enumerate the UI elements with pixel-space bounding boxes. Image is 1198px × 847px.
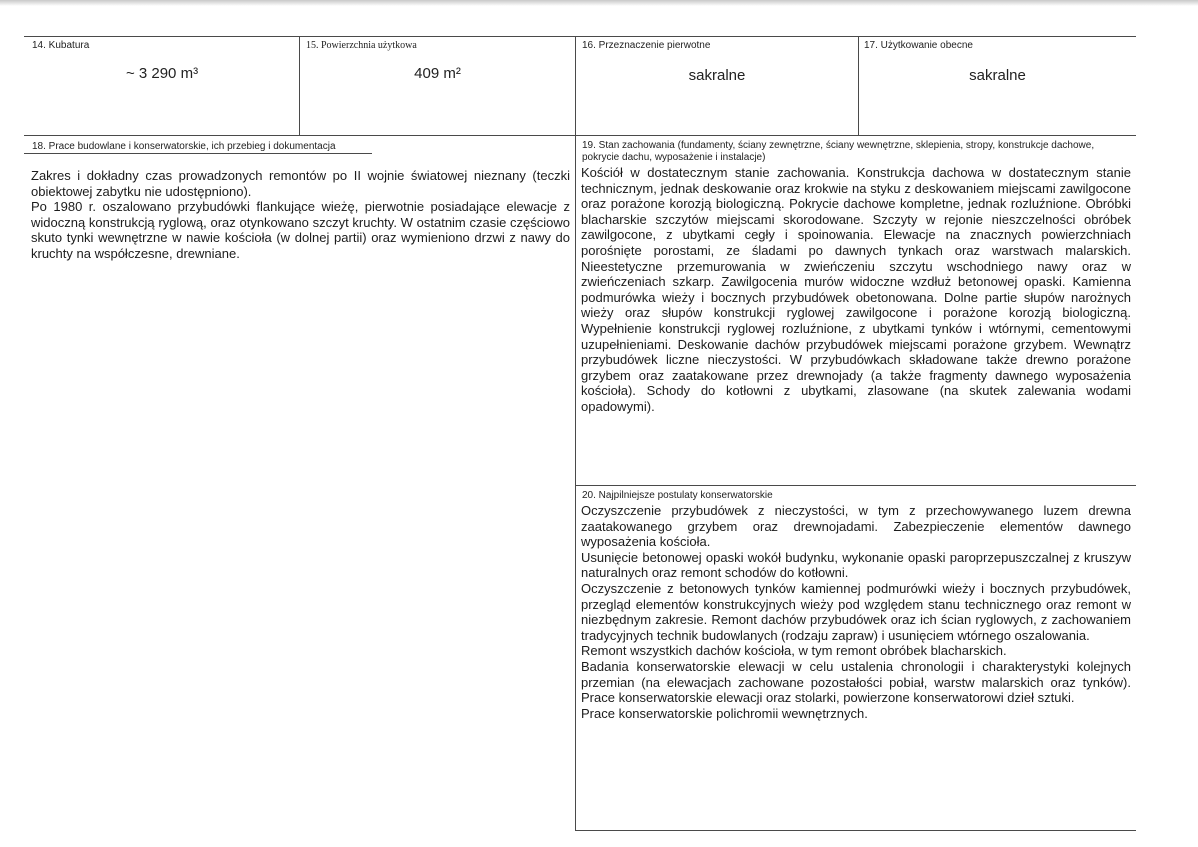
cubature-value: ~ 3 290 m³ [125,65,199,82]
divider-c14-c15 [299,36,300,135]
original-purpose-label: 16. Przeznaczenie pierwotne [582,40,711,51]
usable-area-value: 409 m² [414,65,461,82]
condition-label: 19. Stan zachowania (fundamenty, ściany zewnętrzne, ściany wewnętrzne, sklepienia, stropy, konstrukcje dachowe, pokrycie dachu, wyposażenie i instalacje) [582,140,1095,163]
postulate-paragraph: Remont wszystkich dachów kościoła, w tym remont obróbek blacharskich. [581,643,1007,659]
postulate-paragraph: Oczyszczenie z betonowych tynków kamiennej podmurówki wieży i bocznych przybudówek, przegląd elementów konstrukcyjnych wieży pod względem stanu technicznego oraz remont w niezbędnym zakresie. Remont dachów przybudówek oraz ich ścian ryglowych, z zachowaniem tradycyjnych technik budowlanych (rodzaju zapraw) i usunięciem wtórnego oszalowania. [581,580,1131,643]
postulate-paragraph: Usunięcie betonowej opaski wokół budynku, wykonanie opaski paroprzepuszczalnej z kruszyw naturalnych oraz remont schodów do kotłowni. [581,549,1131,581]
scan-edge [0,0,1198,6]
divider-c19-c20 [575,485,1136,486]
construction-works-label: 18. Prace budowlane i konserwatorskie, ich przebieg i dokumentacja [32,141,336,152]
postulate-paragraph: Badania konserwatorskie elewacji w celu ustalenia chronologii i charakterystyki kolejnych przemian (na elewacjach zachowane pozostałości pobiał, warstw malarskich oraz tynków). Prace konserwatorskie elewacji oraz stolarki, powierzone konserwatorowi dzieł sztuki. [581,658,1131,706]
construction-works-paragraph: Zakres i dokładny czas prowadzonych remontów po II wojnie światowej nieznany (teczki obiektowej zabytku nie udostępniono). [31,168,570,199]
construction-works-text [31,168,570,262]
original-purpose-value: sakralne [688,67,746,84]
current-use-label: 17. Użytkowanie obecne [864,40,973,51]
conservation-postulates-text [581,503,1131,721]
row1-bottom-border [24,135,1136,136]
usable-area-label: 15. Powierzchnia użytkowa [306,40,417,51]
postulate-paragraph: Prace konserwatorskie polichromii wewnętrznych. [581,705,868,721]
condition-paragraph: Kościół w dostatecznym stanie zachowania. Konstrukcja dachowa w dostatecznym stanie technicznym, jednak deskowanie oraz krokwie na styku z deskowaniem miejscami zawilgocone oraz porażone korozją biologiczną. Pokrycie dachowe kompletne, jednak rozluźnione. Obróbki blacharskie szczytów miejscami skorodowane. Szczyty w rejonie nieszczelności obróbek zawilgocone, z ubytkami cegły i spoinowania. Elewacje na znacznych powierzchniach porośnięte porostami, ze śladami po dawnych tynkach oraz warstwach malarskich. Nieestetyczne przemurowania w zwieńczeniu szczytu wschodniego nawy oraz w zwieńczeniach szkarp. Zawilgocenia murów widoczne wzdłuż betonowej opaski. Kamienna podmurówka wieży i bocznych przybudówek obetonowana. Dolne partie słupów narożnych wieży oraz słupów konstrukcji ryglowej zawilgocone i porażone korozją biologiczną. Wypełnienie konstrukcji ryglowej rozluźnione, z ubytkami tynków i wtórnymi, cementowymi uzupełnieniami. Deskowanie dachów przybudówek miejscami porażone grzybem. Wewnątrz przybudówek liczne nieczystości. W przybudówkach składowane także drewno porażone grzybem oraz zaatakowane przez drewnojady (a także fragmenty dawnego wyposażenia kościoła). Schody do kotłowni z ubytkami, zlasowane (na skutek zalewania wodami opadowymi). [581,165,1131,414]
cubature-label: 14. Kubatura [32,40,90,51]
divider-c15-c16 [575,36,576,831]
bottom-border [575,830,1136,831]
current-use-value: sakralne [969,67,1026,84]
top-border [24,36,1136,37]
conservation-postulates-label: 20. Najpilniejsze postulaty konserwatorskie [582,490,773,501]
condition-text [581,165,1131,415]
postulate-paragraph: Oczyszczenie przybudówek z nieczystości, w tym z przechowywanego luzem drewna zaatakowanego grzybem oraz drewnojadami. Zabezpieczenie elementów dawnego wyposażenia kościoła. [581,503,1131,550]
construction-works-paragraph: Po 1980 r. oszalowano przybudówki flankujące wieżę, pierwotnie posiadające elewacje z widoczną konstrukcją ryglową, oraz otynkowano szczyt kruchty. W ostatnim czasie częściowo skuto tynki wewnętrzne w nawie kościoła (w dolnej partii) oraz wymieniono drzwi z nawy do kruchty na współczesne, drewniane. [31,199,570,261]
label-underline-c18 [24,153,372,154]
divider-c16-c17 [858,36,859,135]
